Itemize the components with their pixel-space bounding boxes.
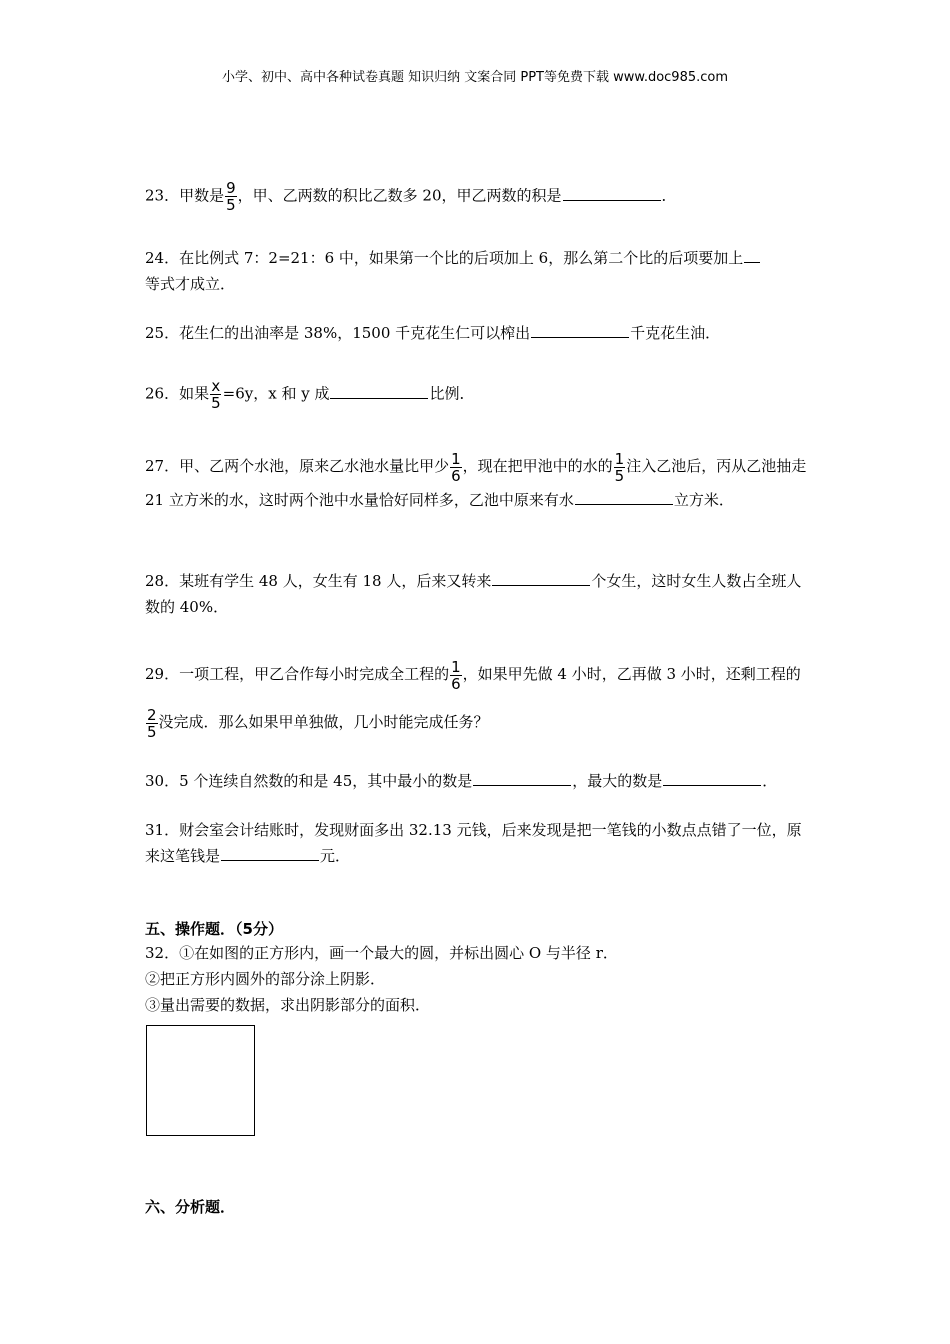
question-25: 25．花生仁的出油率是 38%，1500 千克花生仁可以榨出 千克花生油． — [145, 320, 810, 346]
page-header: 小学、初中、高中各种试卷真题 知识归纳 文案合同 PPT等免费下载 www.doc985.com — [221, 70, 729, 85]
drawing-square — [146, 1025, 255, 1136]
answer-blank — [221, 844, 319, 861]
question-32-line-1: 32．①在如图的正方形内，画一个最大的圆，并标出圆心 O 与半径 r． — [145, 944, 618, 962]
answer-blank — [563, 184, 661, 201]
question-30: 30．5 个连续自然数的和是 45，其中最小的数是 ，最大的数是 ． — [145, 768, 810, 794]
question-31: 31．财会室会计结账时，发现财面多出 32.13 元钱，后来发现是把一笔钱的小数点点错了一位，原来这笔钱是 元． — [145, 821, 802, 865]
fraction-x-5: $\frac{x}{5}$ — [211, 377, 221, 412]
fraction-1-6: $\frac{1}{6}$ — [451, 657, 461, 693]
answer-blank — [663, 769, 761, 786]
answer-blank — [330, 382, 428, 399]
question-29: 29．一项工程，甲乙合作每小时完成全工程的 $\frac{1}{6}$ ，如果甲先做 4 小时，乙再做 3 小时，还剩工程的 $\frac{2}{5}$ 没完成．那么如果甲单独做，几小时能完成任务？ — [145, 657, 801, 741]
answer-blank — [575, 488, 673, 505]
question-32-line-3: ③量出需要的数据，求出阴影部分的面积． — [145, 996, 431, 1014]
section-5-title: 五、操作题．（5分） — [145, 920, 283, 938]
question-32-line-2: ②把正方形内圆外的部分涂上阴影． — [145, 970, 386, 988]
question-23: 23．甲数是 $\frac{9}{5}$ ，甲、乙两数的积比乙数多 20，甲乙两数的积是 ． — [145, 179, 677, 214]
fraction-1-6: $\frac{1}{6}$ — [451, 449, 461, 485]
answer-blank — [492, 569, 590, 586]
fraction-2-5: $\frac{2}{5}$ — [147, 705, 157, 741]
question-28: 28．某班有学生 48 人，女生有 18 人，后来又转来 个女生，这时女生人数占全班人数的 40%． — [145, 568, 810, 620]
question-27: 27．甲、乙两个水池，原来乙水池水量比甲少 $\frac{1}{6}$ ，现在把甲池中的水的 $\frac{1}{5}$ 注入乙池后，丙从乙池抽走 21 立方米的水，这时两个池中水量恰好同样多，乙池中原来有水 立方米． — [145, 449, 807, 509]
fraction-1-5: $\frac{1}{5}$ — [614, 449, 625, 485]
question-26: 26．如果 $\frac{x}{5}$ =6y，x 和 y 成 比例． — [145, 377, 475, 412]
question-24: 24．在比例式 7：2=21：6 中，如果第一个比的后项加上 6，那么第二个比的后项要加上 等式才成立． — [145, 245, 810, 297]
answer-blank — [531, 321, 629, 338]
answer-blank — [473, 769, 571, 786]
fraction-9-5: $\frac{9}{5}$ — [226, 179, 236, 214]
section-6-title: 六、分析题． — [145, 1198, 236, 1216]
answer-blank — [744, 246, 760, 263]
